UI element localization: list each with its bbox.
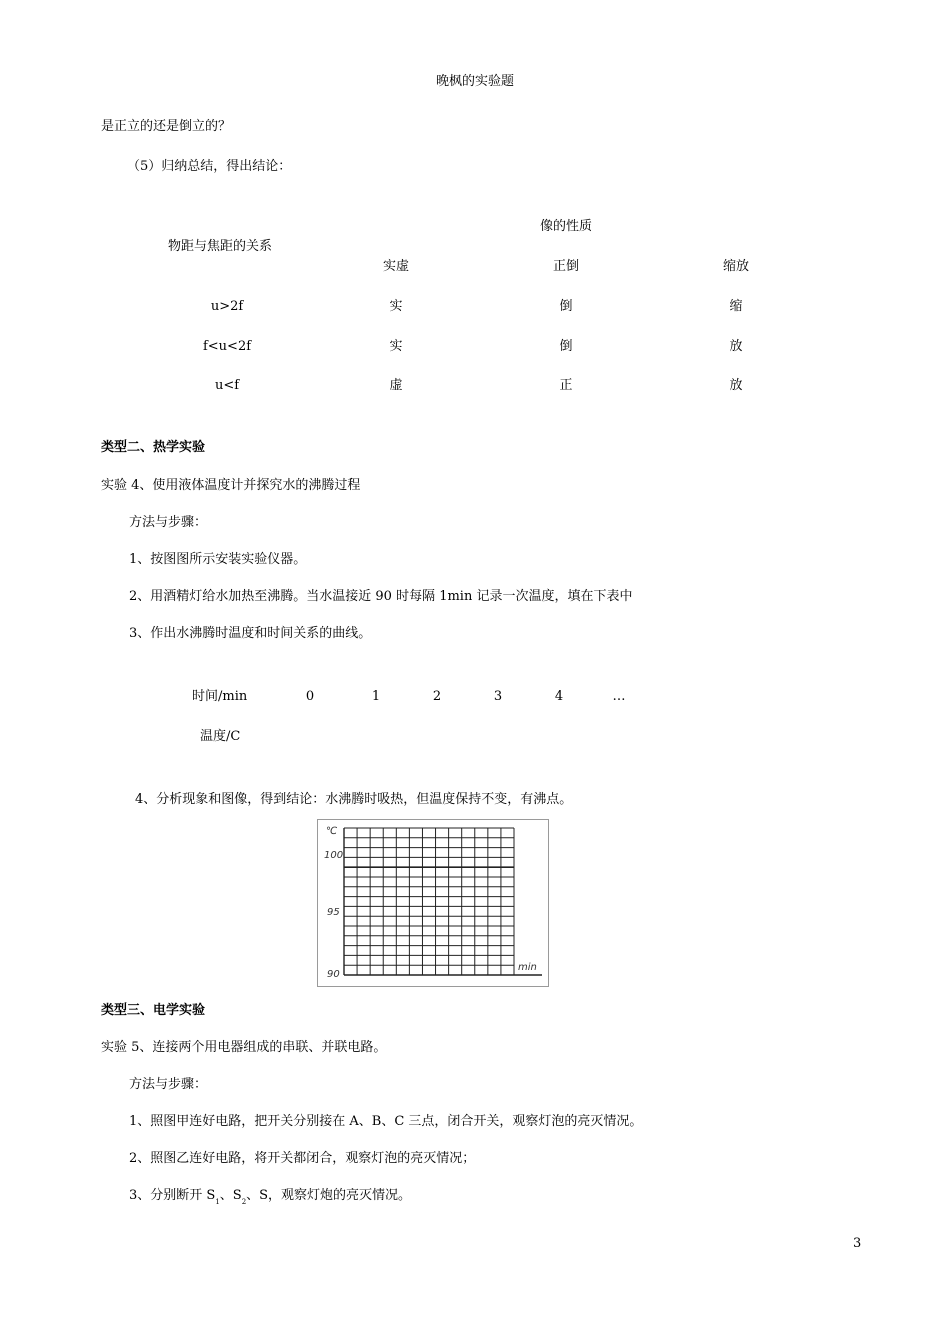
- method-label: 方法与步骤：: [129, 515, 208, 530]
- table-cell: 放: [729, 339, 743, 354]
- graph-y-label: 95: [327, 907, 340, 918]
- section-heading-electric: 类型三、电学实验: [101, 1003, 206, 1018]
- time-value: 4: [554, 689, 564, 704]
- table-col-header: 正倒: [552, 259, 580, 274]
- temperature-graph: [317, 819, 549, 987]
- page-title: 晚枫的实验题: [435, 74, 515, 89]
- time-value: 1: [371, 689, 381, 704]
- subscript: 1: [215, 1198, 220, 1206]
- graph-grid: [318, 820, 548, 986]
- method-label: 方法与步骤：: [129, 1077, 208, 1092]
- section-heading-thermal: 类型二、热学实验: [101, 440, 206, 455]
- time-value: 2: [432, 689, 442, 704]
- table-cell: 正: [559, 378, 573, 393]
- intro-line: 是正立的还是倒立的？: [101, 119, 232, 134]
- step-2-text: 2、用酒精灯给水加热至沸腾。当水温接近 90 时每隔 1min 记录一次温度，填在下表中: [129, 589, 633, 604]
- table-cell: 实: [389, 339, 403, 354]
- experiment-4-title: 实验 4、使用液体温度计并探究水的沸腾过程: [101, 478, 361, 493]
- table-cell: 缩: [729, 299, 743, 314]
- table-row-header: 物距与焦距的关系: [168, 239, 273, 254]
- step-5-text: （5）归纳总结，得出结论：: [127, 159, 292, 174]
- graph-y-label: 90: [327, 969, 340, 980]
- time-value: 3: [493, 689, 503, 704]
- table-group-header: 像的性质: [539, 219, 593, 234]
- graph-y-label: 100: [324, 850, 344, 861]
- experiment-5-title: 实验 5、连接两个用电器组成的串联、并联电路。: [101, 1040, 387, 1055]
- table-cell: 放: [729, 378, 743, 393]
- step-1-text: 1、照图甲连好电路，把开关分别接在 A、B、C 三点，闭合开关，观察灯泡的亮灭情况。: [129, 1114, 643, 1129]
- table-cell: 倒: [559, 339, 573, 354]
- table-cell-condition: u<f: [214, 378, 240, 393]
- step-1-text: 1、按图图所示安装实验仪器。: [129, 552, 307, 567]
- step-4-text: 4、分析现象和图像，得到结论：水沸腾时吸热，但温度保持不变，有沸点。: [135, 792, 573, 807]
- time-value: …: [612, 689, 626, 704]
- step-3-text: 3、分别断开 $S_1$、$S_2$、S，观察灯炮的亮灭情况。: [129, 1188, 412, 1206]
- step-2-text: 2、照图乙连好电路，将开关都闭合，观察灯泡的亮灭情况；: [129, 1151, 476, 1166]
- time-value: 0: [305, 689, 315, 704]
- table-col-header: 实虚: [382, 259, 410, 274]
- table-cell-condition: u>2f: [210, 299, 244, 314]
- temp-label: 温度/C: [200, 729, 241, 744]
- graph-x-unit: min: [518, 962, 537, 973]
- table-cell: 实: [389, 299, 403, 314]
- page-number: 3: [853, 1236, 862, 1251]
- table-col-header: 缩放: [722, 259, 750, 274]
- table-cell: 虚: [389, 378, 403, 393]
- step-3-text: 3、作出水沸腾时温度和时间关系的曲线。: [129, 626, 372, 641]
- subscript: 2: [241, 1198, 247, 1206]
- graph-y-unit: ℃: [326, 826, 338, 837]
- time-label: 时间/min: [192, 689, 248, 704]
- table-cell-condition: f<u<2f: [202, 339, 252, 354]
- table-cell: 倒: [559, 299, 573, 314]
